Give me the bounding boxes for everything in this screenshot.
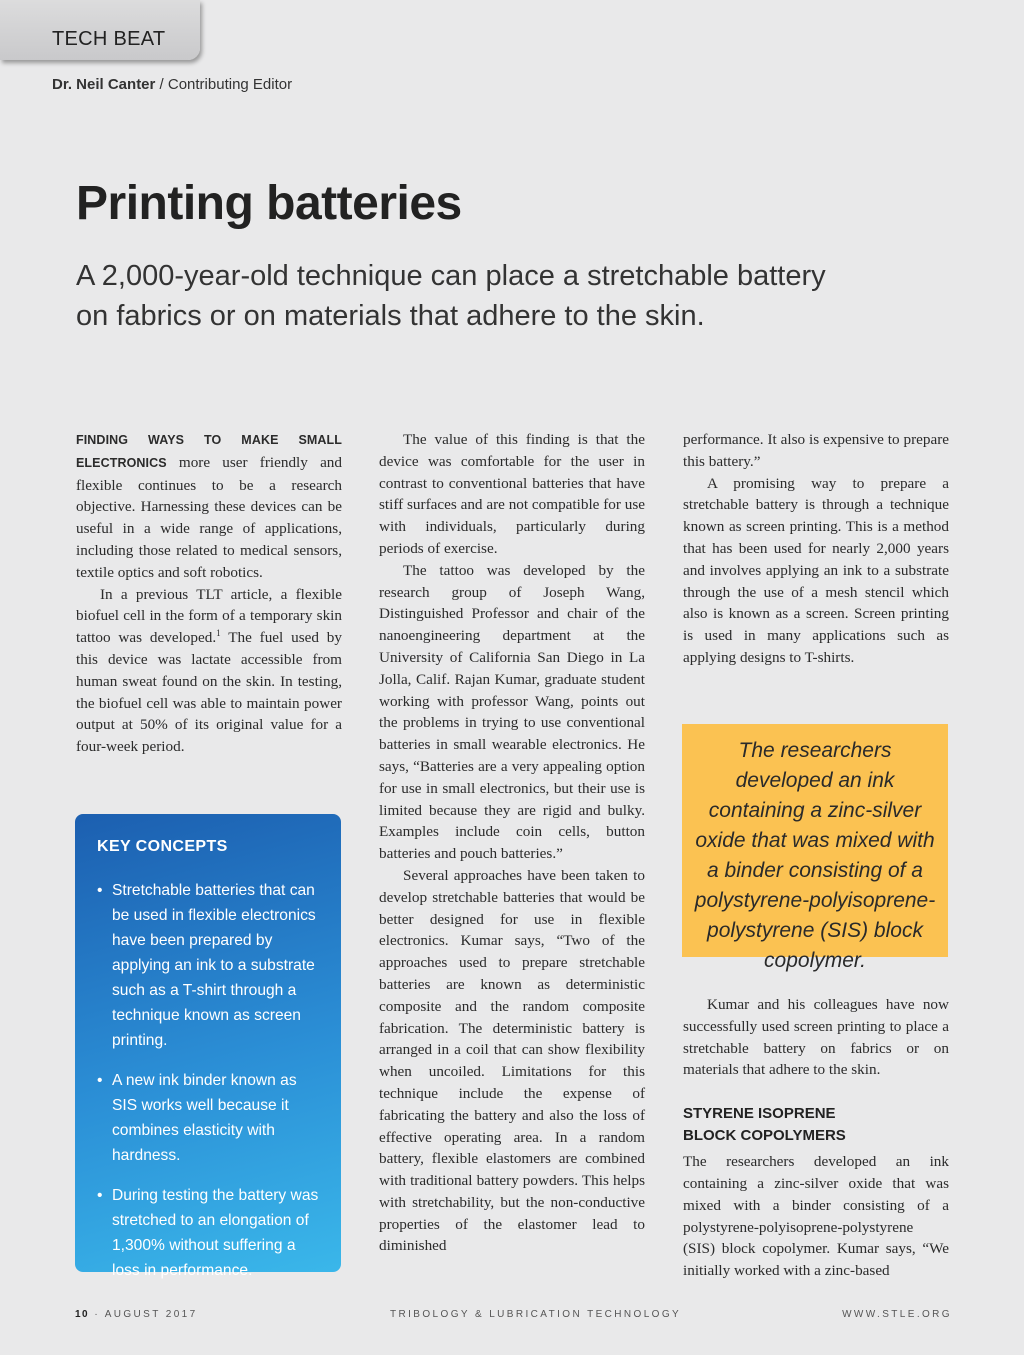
column2-paragraph-2: The tattoo was developed by the research group of Joseph Wang, Distinguished Professor and chair of the nanoengineering department at the University of California San Diego in La Jolla, Calif. Rajan Kumar, graduate student working with professor Wang, points out the problems in trying to use conventional batteries in small wearable electronics. He says, “Batteries are a very appealing option for use in small electronics, but their use is limited because they are rigid and bulky. Examples include coin cells, button batteries and pouch batteries.”: [379, 561, 645, 863]
section-tab: [0, 0, 200, 60]
column-1: [76, 429, 342, 758]
key-concept-item: • A new ink binder known as SIS works well because it combines elasticity with hardness.: [97, 1068, 321, 1168]
page-number: 10: [75, 1309, 90, 1320]
article-title: Printing batteries: [76, 177, 462, 230]
footer-separator: ·: [94, 1309, 101, 1320]
column2-paragraph-3: Several approaches have been taken to develop stretchable batteries that would be better designed for use in flexible electronics. Kumar says, “Two of the approaches used to prepare stretchable batteries are known as deterministic composite and the random composite fabrication. The deterministic battery is arranged in a coil that can show flexibility when uncoiled. Limitations for this technique include the expense of fabricating the battery and also the loss of effective operating area. In a random battery, flexible elastomers are combined with traditional battery powders. This helps with stretchability, but the non-conductive properties of the elastomer lead to diminished: [379, 866, 645, 1255]
key-concept-item: • During testing the battery was stretched to an elongation of 1,300% without suffering a loss in performance.: [97, 1183, 321, 1283]
pull-quote: The researchers developed an ink containing a zinc-silver oxide that was mixed with a binder consisting of a polystyrene-polyisoprene-polystyrene (SIS) block copolymer.: [682, 724, 948, 957]
bullet: •: [97, 882, 103, 899]
key-concept-item: • Stretchable batteries that can be used in flexible electronics have been prepared by applying an ink to a substrate such as a T-shirt through a technique known as screen printing.: [97, 878, 321, 1053]
column-2: [379, 429, 645, 1257]
column3-paragraph-3: Kumar and his colleagues have now successfully used screen printing to place a stretchable battery on fabrics or on materials that adhere to the skin.: [683, 996, 949, 1079]
column2-paragraph-1: The value of this finding is that the device was comfortable for the user in contrast to conventional batteries that have stiff surfaces and are not compatible for use with individuals, particularly during periods of exercise.: [379, 431, 645, 557]
author-role: / Contributing Editor: [155, 76, 293, 93]
column3-paragraph-2: A promising way to prepare a stretchable battery is through a technique known as screen printing. This is a method that has been used for nearly 2,000 years and involves applying an ink to a substrate through the use of a mesh stencil which also is known as a screen. Screen printing is used in many applications such as applying designs to T-shirts.: [683, 474, 949, 666]
author-name: Dr. Neil Canter: [52, 76, 156, 93]
key-concepts-list: [97, 878, 321, 1283]
issue-date: AUGUST 2017: [104, 1309, 198, 1320]
column3-paragraph-1: performance. It also is expensive to prepare this battery.”: [683, 431, 949, 470]
lead-in: FINDING WAYS TO MAKE SMALL ELECTRONICS: [76, 433, 342, 470]
key-concepts-title: KEY CONCEPTS: [97, 838, 228, 855]
footer-left: [75, 1309, 198, 1320]
column3-paragraph-4: The researchers developed an ink containing a zinc-silver oxide that was mixed with a binder consisting of a polystyrene-polyisoprene-polystyrene (SIS) block copolymer. Kumar says, “We initially worked with a zinc-based: [683, 1153, 949, 1280]
website-link[interactable]: WWW.STLE.ORG: [842, 1309, 952, 1320]
column1-paragraph-2: In a previous TLT article, a flexible biofuel cell in the form of a temporary skin tattoo was developed.$^1$ The fuel used by this device was lactate accessible from human sweat found on the skin. In testing, the biofuel cell was able to maintain power output at 50% of its original value for a four-week period.: [76, 585, 342, 756]
key-concepts-box: [75, 814, 341, 1279]
column-3-continued: [683, 994, 949, 1282]
footnote-ref: 1: [216, 628, 221, 639]
column1-paragraph-1: FINDING WAYS TO MAKE SMALL ELECTRONICS more user friendly and flexible continues to be a research objective. Harnessing these devices can be useful in a wide range of applications, including those related to medical sensors, textile optics and soft robotics.: [76, 433, 342, 581]
article-subtitle: A 2,000-year-old technique can place a stretchable battery on fabrics or on materials that adhere to the skin.: [76, 260, 826, 332]
section-heading: STYRENE ISOPRENE BLOCK COPOLYMERS: [683, 1105, 846, 1145]
publication-name: TRIBOLOGY & LUBRICATION TECHNOLOGY: [390, 1309, 682, 1320]
bullet: •: [97, 1072, 103, 1089]
byline: [52, 76, 292, 93]
column-3: [683, 429, 949, 669]
section-tab-label: TECH BEAT: [52, 28, 166, 50]
bullet: •: [97, 1187, 103, 1204]
